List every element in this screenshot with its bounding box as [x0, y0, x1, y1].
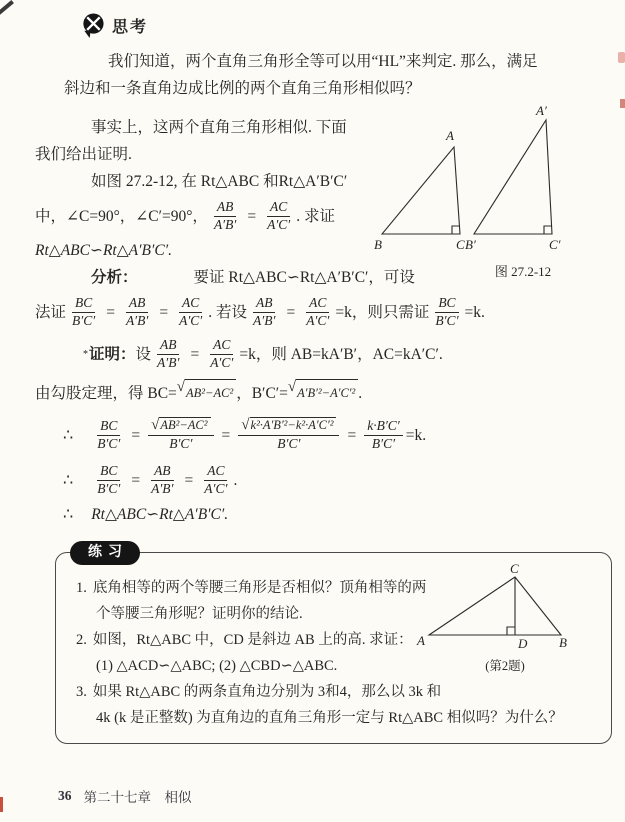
radical-sign: √	[176, 379, 186, 395]
vertex-label-d: D	[518, 636, 528, 651]
fraction-numerator: AB	[126, 295, 149, 313]
analysis-label: 分析：	[91, 269, 138, 286]
figure-caption: (第2题)	[485, 659, 525, 673]
fraction	[154, 337, 182, 372]
fraction-numerator: AB	[151, 463, 174, 481]
exercises-badge: 练习	[70, 541, 140, 565]
fraction-denominator: B′C′	[435, 312, 459, 328]
right-angle-mark-c	[452, 226, 460, 234]
equals-sign: =	[347, 426, 357, 444]
vertex-label-a: A	[446, 128, 454, 143]
fraction-denominator: B′C′	[97, 435, 121, 451]
fraction-with-root	[238, 417, 339, 452]
proof-line-1	[35, 333, 613, 375]
fraction-numerator: AB	[157, 337, 180, 355]
intro-line-2: 我们给出证明.	[35, 146, 132, 163]
proof-line-2	[35, 375, 613, 411]
optional-mark: *	[83, 348, 88, 360]
therefore-sign: ∴	[63, 471, 74, 489]
triangle-abc	[429, 577, 561, 635]
vertex-label-b-prime: B′	[465, 237, 476, 252]
equals-sign: =	[159, 303, 169, 321]
item-text: 如果 Rt△ABC 的两条直角边分别为 3和4，那么以 3k 和	[92, 684, 442, 700]
fraction-denominator: A′C′	[204, 480, 228, 496]
vertex-label-b: B	[559, 635, 567, 650]
equals-sign: =	[286, 303, 296, 321]
square-root	[151, 417, 210, 434]
text-run: ，B′C′=	[236, 384, 288, 402]
fraction-numerator	[238, 417, 339, 435]
figure-caption: 图 27.2-12	[494, 264, 552, 279]
fraction	[94, 418, 123, 453]
fraction-with-root	[148, 417, 213, 452]
scan-artifact	[620, 99, 625, 108]
intro-line-1: 事实上，这两个直角三角形相似. 下面	[91, 119, 347, 136]
radicand: AB²−AC²	[185, 379, 236, 407]
item-text: 如图，Rt△ABC 中，CD 是斜边 AB 上的高. 求证：	[92, 632, 413, 648]
fraction-numerator: AC	[267, 199, 290, 217]
equals-sign: =	[247, 207, 257, 225]
text-run: =k，则 AB=kA′B′，AC=kA′C′.	[239, 345, 443, 363]
fraction	[148, 463, 176, 498]
radicand: A′B′²−A′C′²	[296, 379, 358, 407]
text-run: 要证 Rt△ABC∽Rt△A′B′C′，可设	[193, 269, 415, 286]
text-run: 法证	[35, 303, 67, 321]
intro-conclusion-line: Rt△ABC∽Rt△A′B′C′.	[35, 242, 172, 259]
square-root	[288, 379, 358, 407]
triangle-abc	[382, 147, 460, 234]
fraction-denominator: A′C′	[267, 216, 291, 232]
fraction	[303, 295, 332, 330]
fraction-numerator: BC	[97, 463, 120, 481]
fraction-numerator: AB	[253, 295, 276, 313]
think-label: 思考	[112, 19, 149, 36]
fraction-numerator: AC	[210, 337, 233, 355]
intro-line-3: 如图 27.2-12, 在 Rt△ABC 和Rt△A′B′C′	[91, 173, 348, 190]
fraction-numerator	[148, 417, 213, 435]
fraction-denominator: A′C′	[306, 312, 330, 328]
radical-sign: √	[241, 417, 250, 434]
vertex-label-a: A	[417, 633, 425, 648]
fraction-denominator: B′C′	[371, 435, 396, 451]
fraction-numerator: BC	[72, 295, 95, 313]
equals-sign: =	[184, 471, 194, 489]
text-run: =k.	[464, 303, 485, 321]
fraction-denominator: A′B′	[253, 312, 276, 328]
item-number: 3.	[76, 684, 87, 700]
think-header	[80, 12, 611, 39]
text-run: 由勾股定理，得 BC=	[35, 384, 177, 402]
right-angle-mark-c1	[544, 226, 552, 234]
item-number: 2.	[76, 632, 87, 648]
analysis-line-2	[35, 291, 613, 333]
fraction	[211, 199, 239, 234]
fraction	[123, 295, 151, 330]
exercise-2-figure	[411, 563, 599, 674]
text-run: . 求证	[296, 207, 336, 225]
fraction-denominator: A′B′	[151, 480, 174, 496]
square-root	[241, 417, 336, 434]
think-text-line-1: 我们知道，两个直角三角形全等可以用“HL”来判定. 那么，满足	[108, 53, 538, 70]
fraction-denominator: B′C′	[72, 312, 96, 328]
scan-artifact	[0, 797, 3, 812]
right-triangles-figure	[368, 102, 618, 254]
therefore-sign: ∴	[63, 426, 74, 444]
think-section	[0, 0, 625, 102]
fraction	[94, 463, 123, 498]
equals-sign: =	[131, 426, 141, 444]
exercise-line: (1) △ACD∽△ABC; (2) △CBD∽△ABC.	[96, 658, 338, 674]
item-number: 1.	[76, 580, 87, 596]
fraction	[207, 337, 236, 372]
exercise-item-3	[76, 679, 597, 731]
fraction	[176, 295, 205, 330]
altitude-triangle-figure	[411, 563, 599, 651]
fraction-numerator: BC	[435, 295, 458, 313]
fraction-denominator: A′C′	[210, 354, 234, 370]
fraction	[432, 295, 461, 330]
page-number: 36	[58, 788, 72, 803]
text-run: 中，∠C=90°，∠C′=90°，	[35, 207, 208, 225]
radicand: k²·A′B′²−k²·A′C′²	[250, 417, 337, 434]
fraction	[250, 295, 278, 330]
exercise-line: 4k (k 是正整数) 为直角边的直角三角形一定与 Rt△ABC 相似吗？为什么？	[96, 710, 563, 726]
square-root	[177, 379, 236, 407]
text-run: .	[358, 384, 363, 402]
equals-sign: =	[131, 471, 141, 489]
proof-label: 证明：	[89, 345, 136, 363]
proof-line-4	[35, 459, 613, 501]
text-run: . 若设	[208, 303, 248, 321]
equals-sign: =	[221, 426, 231, 444]
right-angle-mark-d	[507, 627, 515, 635]
vertex-label-c-prime: C′	[549, 237, 561, 252]
fraction	[264, 199, 293, 234]
vertex-label-b: B	[374, 237, 382, 252]
chapter-title: 第二十七章 相似	[83, 790, 192, 805]
vertex-label-c: C	[456, 237, 465, 252]
radicand: AB²−AC²	[159, 417, 210, 434]
fraction-numerator: AC	[179, 295, 202, 313]
fraction-numerator: BC	[97, 418, 120, 436]
think-text-line-2: 斜边和一条直角边成比例的两个直角三角形相似吗？	[64, 80, 421, 97]
therefore-sign: ∴	[63, 506, 74, 523]
equals-sign: =	[190, 345, 200, 363]
fraction-numerator: k·B′C′	[364, 418, 403, 436]
fraction-denominator: B′C′	[97, 480, 121, 496]
think-icon	[80, 12, 105, 39]
exercise-line: 个等腰三角形呢？证明你的结论.	[96, 606, 303, 622]
vertex-label-c: C	[510, 563, 519, 576]
vertex-label-a-prime: A′	[536, 103, 547, 118]
equals-sign: =	[106, 303, 115, 321]
text-run: =k，则只需证	[335, 303, 430, 321]
fraction-numerator: AC	[204, 463, 227, 481]
fraction-denominator: A′B′	[125, 312, 149, 328]
fraction	[364, 418, 403, 453]
radical-sign: √	[287, 379, 297, 395]
proof-line-3	[35, 411, 613, 459]
proof-line-5	[35, 501, 613, 528]
fraction-denominator: A′B′	[157, 354, 180, 370]
fraction-numerator: AC	[306, 295, 329, 313]
exercises-box	[55, 545, 612, 744]
triangle-a1b1c1	[474, 120, 552, 234]
exercise-line	[76, 679, 597, 705]
figure-27-2-12	[368, 102, 618, 280]
fraction-denominator: A′B′	[213, 216, 237, 232]
radical-sign: √	[151, 417, 160, 434]
text-run: 设	[135, 345, 152, 363]
fraction	[201, 463, 230, 498]
fraction-denominator: B′C′	[277, 435, 301, 451]
fraction-denominator: B′C′	[169, 435, 193, 451]
scan-artifact	[618, 52, 625, 63]
page-footer	[58, 786, 192, 806]
fraction-denominator: A′C′	[179, 312, 203, 328]
fraction	[69, 295, 98, 330]
text-run: =k.	[405, 426, 427, 444]
item-text: 底角相等的两个等腰三角形是否相似？顶角相等的两	[92, 580, 427, 596]
conclusion-text: Rt△ABC∽Rt△A′B′C′.	[91, 506, 229, 523]
text-run: .	[233, 471, 238, 489]
fraction-numerator: AB	[214, 199, 237, 217]
